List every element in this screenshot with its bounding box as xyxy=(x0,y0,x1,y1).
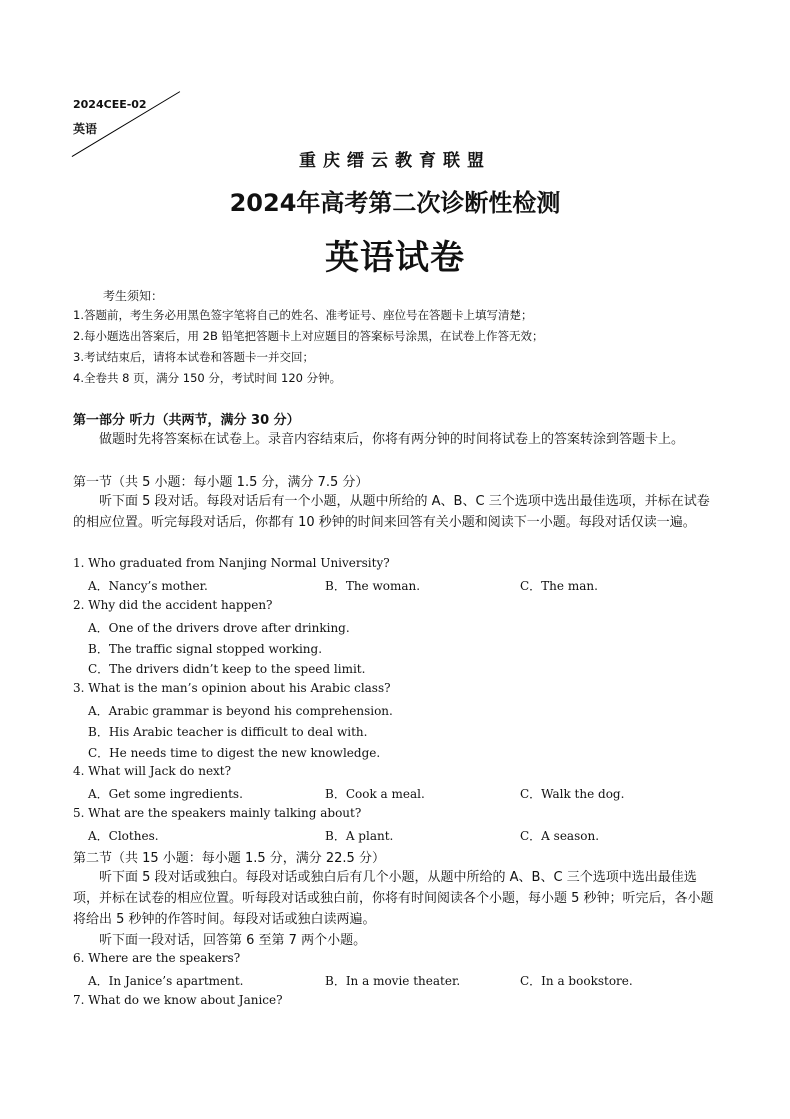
part1-intro: 做题时先将答案标在试卷上。录音内容结束后，你将有两分钟的时间将试卷上的答案转涂到答题卡上。 xyxy=(99,432,685,447)
notice-item: 3.考试结束后，请将本试卷和答题卡一并交回； xyxy=(73,350,314,364)
section1-heading: 第一节（共 5 小题：每小题 1.5 分，满分 7.5 分） xyxy=(73,475,369,490)
q5-option-c: C．A season. xyxy=(520,829,600,843)
q1-option-c: C．The man. xyxy=(520,579,598,593)
q3-option-c: C．He needs time to digest the new knowledge. xyxy=(88,746,381,760)
subject-label: 英语 xyxy=(73,122,98,136)
section2-lead: 听下面一段对话，回答第 6 至第 7 两个小题。 xyxy=(99,933,367,948)
q5-option-a: A．Clothes. xyxy=(88,829,159,843)
q1-option-b: B．The woman. xyxy=(325,579,421,593)
q4-option-a: A．Get some ingredients. xyxy=(88,787,243,801)
organization-title: 重庆缙云教育联盟 xyxy=(299,151,491,171)
question-3: 3. What is the man’s opinion about his Arabic class? xyxy=(73,681,391,695)
notice-title: 考生须知： xyxy=(103,289,164,303)
q2-option-b: B．The traffic signal stopped working. xyxy=(88,642,323,656)
section1-instructions: 听下面 5 段对话。每段对话后有一个小题，从题中所给的 A、B、C 三个选项中选出最佳选项，并标在试卷的相应位置。听完每段对话后，你都有 10 秒钟的时间来回答有关小题和阅读下一小题。每段对话仅读一遍。 xyxy=(73,494,710,530)
notice-item: 2.每小题选出答案后，用 2B 铅笔把答题卡上对应题目的答案标号涂黑，在试卷上作答无效； xyxy=(73,329,544,343)
part1-heading: 第一部分 听力（共两节，满分 30 分） xyxy=(73,413,300,428)
q4-option-c: C．Walk the dog. xyxy=(520,787,625,801)
q6-option-c: C．In a bookstore. xyxy=(520,974,633,988)
section2-instructions: 听下面 5 段对话或独白。每段对话或独白后有几个小题，从题中所给的 A、B、C 三个选项中选出最佳选项，并标在试卷的相应位置。听每段对话或独白前，你将有时间阅读各个小题，每小题 5 秒钟；听完后，各小题将给出 5 秒钟的作答时间。每段对话或独白读两遍。 xyxy=(73,870,714,927)
notice-item: 1.答题前，考生务必用黑色签字笔将自己的姓名、准考证号、座位号在答题卡上填写清楚； xyxy=(73,308,533,322)
q4-option-b: B．Cook a meal. xyxy=(325,787,425,801)
notice-item: 4.全卷共 8 页，满分 150 分，考试时间 120 分钟。 xyxy=(73,371,342,385)
q3-option-b: B．His Arabic teacher is difficult to deal with. xyxy=(88,725,368,739)
q6-option-b: B．In a movie theater. xyxy=(325,974,461,988)
q1-option-a: A．Nancy’s mother. xyxy=(88,579,208,593)
q2-option-c: C．The drivers didn’t keep to the speed limit. xyxy=(88,662,366,676)
section2-heading: 第二节（共 15 小题：每小题 1.5 分，满分 22.5 分） xyxy=(73,851,385,866)
paper-title: 英语试卷 xyxy=(325,238,465,278)
q5-option-b: B．A plant. xyxy=(325,829,394,843)
question-6: 6. Where are the speakers? xyxy=(73,951,241,965)
exam-code: 2024CEE-02 xyxy=(73,98,147,111)
question-2: 2. Why did the accident happen? xyxy=(73,598,273,612)
q2-option-a: A．One of the drivers drove after drinking. xyxy=(88,621,350,635)
question-4: 4. What will Jack do next? xyxy=(73,764,232,778)
q3-option-a: A．Arabic grammar is beyond his comprehension. xyxy=(88,704,393,718)
question-7: 7. What do we know about Janice? xyxy=(73,993,283,1007)
exam-title: 2024年高考第二次诊断性检测 xyxy=(229,189,561,217)
question-1: 1. Who graduated from Nanjing Normal University? xyxy=(73,556,390,570)
question-5: 5. What are the speakers mainly talking about? xyxy=(73,806,362,820)
q6-option-a: A．In Janice’s apartment. xyxy=(88,974,244,988)
